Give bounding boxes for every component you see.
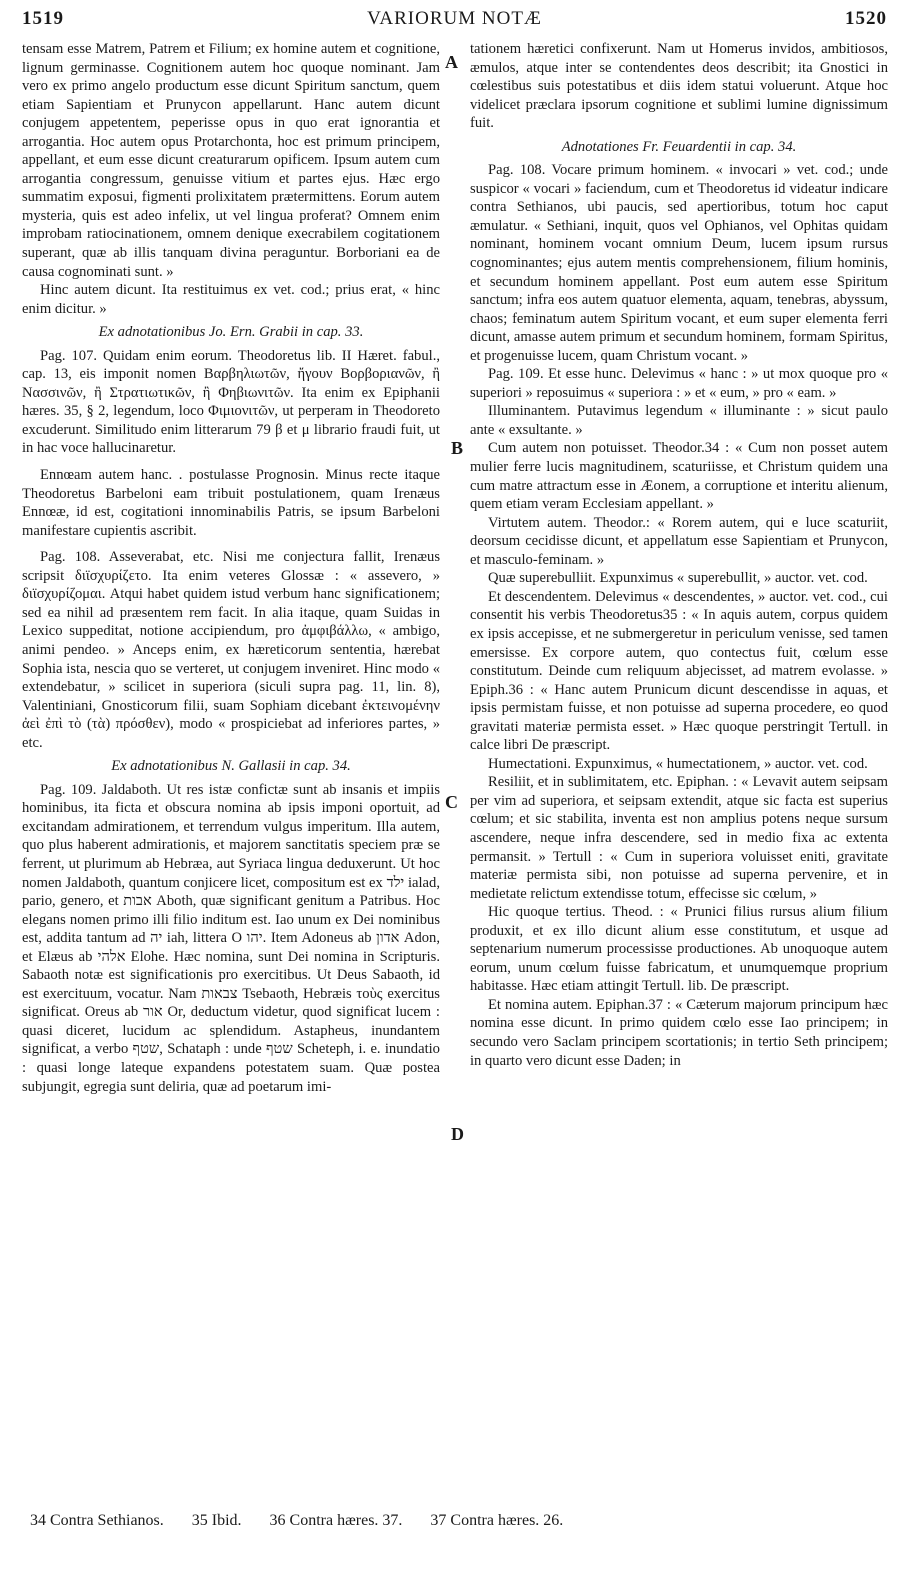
- paragraph: tationem hæretici confixerunt. Nam ut Homerus invidos, ambitiosos, æmulos, atque inter se contendentes deos describit; ita Gnostici in cœlestibus suis potestatibus et diis idem statui voluerunt. Atque hoc videlicet præclara ipsorum cognitione et sublimi lumine dignissimum fuit.: [470, 41, 888, 132]
- paragraph: Et descendentem. Delevimus « descendentes, » auctor. vet. cod., cui consentit his verbis Theodoretus35 : « In aquis autem, corpus quidem ex ipsis accepisse, et ne submergeretur in periculum venisse, sed tamen emersisse. Ex corpore autem, quo contectus fuit, cœlum esse constitutum. Deinde cum reliquum abjecisset, ad matrem evolasse. » Epiph.36 : « Hanc autem Prunicum dicunt descendisse in aquas, et ipsis permistam fuisse, et non potuisse ad superna procedere, eo quod gravitati materiæ permista esset. » Hæc quoque perstringit Tertull. in calce libri De præscript.: [470, 588, 888, 754]
- paragraph: Resiliit, et in sublimitatem, etc. Epiphan. : « Levavit autem seipsam per vim ad superiora, et seipsam extendit, atque sic facta est superius cœlum; et sic stabilita, inventa est non amplius potens neque sursum ascendere, neque infra descendere, sed in medio fixa ac extenta permansit. » Tertull : « Cum in superiora voluisset eniti, gravitate materiæ permista sibi, non potuisse ad superna pervenire, et in medietate relictum extendisse totum, effecisse sic cœlum, »: [470, 774, 888, 902]
- page-number-right: 1520: [845, 8, 887, 29]
- paragraph: Humectationi. Expunximus, « humectationem, » auctor. vet. cod.: [488, 755, 868, 772]
- margin-letter-d: D: [451, 1124, 464, 1144]
- paragraph: Et nomina autem. Epiphan.37 : « Cæterum majorum principum hæc nomina esse dicunt. In primo quidem cœlo esse Iao principem; in secundo vero Saclam principem scortationis; in tertio Seth principem; in quarto vero dicunt esse Daden; in: [470, 996, 888, 1069]
- paragraph: Ennœam autem hanc. . postulasse Prognosin. Minus recte itaque Theodoretus Barbeloni eam tribuit postulationem, quam Irenæus Ennœæ, id est, cogitationi innominabilis Patris, se ipsum Barbeloni manifestare cupientis ascribit.: [22, 467, 440, 539]
- footnote: 36 Contra hæres. 37.: [269, 1512, 403, 1529]
- running-header: [22, 8, 887, 34]
- paragraph: Cum autem non potuisset. Theodor.34 : « Cum non posset autem mulier ferre lucis magnitudinem, scaturiisse, et Christum quidem una cum matre attractum esse in Æonem, a corruptione et interitu alienum, quem etiam veram Ecclesiam appellant. »: [470, 440, 888, 513]
- paragraph: Virtutem autem. Theodor.: « Rorem autem, qui e luce scaturiit, deorsum cecidisse dicunt, et appellatum esse Sapientiam et Prunycon, et masculo-feminam. »: [470, 514, 888, 568]
- right-column: [470, 40, 888, 1070]
- margin-letter-a: A: [445, 52, 458, 72]
- footnote: 37 Contra hæres. 26.: [430, 1512, 564, 1529]
- paragraph: Pag. 109. Jaldaboth. Ut res istæ confictæ sunt ab insanis et impiis hominibus, ita ficta et obscura nomina ab ipsis imponi oportuit, ad excitandam admirationem, et terrendum vulgus imperitum. Illa autem, quo plus haberent admirationis, et majorem sanctitatis speciem præ se ferrent, ut plurimum ab Hebræa, aut Syriaca lingua deduxerunt. Ut hoc nomen Jaldaboth, quantum conjicere licet, compositum est ex ילד ialad, pario, genero, et אבות Aboth, quæ significant genitum a Patribus. Hoc elegans nomen primo illi filio inditum est. Iao unum ex Dei nominibus est, addita tantum ad יה iah, littera O יהו. Item Adoneus ab אדון Adon, et Elæus ab אלהי Elohe. Hæc nomina, sunt Dei nomina in Scripturis. Sabaoth notæ est significationis pro exercitibus. Ut Deus Sabaoth, id est exercituum, vocatur. Nam צבאות Tsebaoth, Hebræis τοὺς exercitus significat. Oreus ab אור Or, deductum videtur, quod significat lucem : quasi diceret, lucidum ac splendidum. Astapheus, inundantem significat, a verbo שטף, Schataph : unde שטף Scheteph, i. e. inundatio : quasi longe lateque expandens potestatem suam. Quæ postea subjungit, egregia sunt deliria, quæ ad poetarum imi-: [22, 781, 441, 1095]
- margin-letter-b: B: [451, 438, 464, 458]
- paragraph: Pag. 108. Asseverabat, etc. Nisi me conjectura fallit, Irenæus scripsit διϊσχυρίζετο. Ita enim veteres Glossæ : « assevero, » διϊσχυρίζομαι. Atqui habet quidem istud verbum hanc significationem; sed ea nihil ad præsentem rem facit. In alia itaque, quam Suidas in Lexico suppeditat, notione accipiendum, pro ἀμφιβάλλω, « ambigo, animi pendeo. » Anceps enim, ex hæreticorum sententia, hærebat Sophia ista, nescia quo se verteret, ut conjugem inveniret. Hinc modo « extendebatur, » scilicet in superiora (siculi supra pag. 11, lin. 8), Valentiniani, Gnosticorum filii, suam Sophiam dicebant ἐκτεινομένην ἀεὶ ἐπὶ τὸ (τὰ) πρόσθεν), modo « prospiciebat ad inferiores partes, » etc.: [22, 549, 440, 751]
- margin-letter-c: C: [445, 792, 458, 812]
- paragraph: Pag. 109. Et esse hunc. Delevimus « hanc : » ut mox quoque pro « superiori » reposuimus « superiora : » et « eum, » pro « eam. »: [470, 366, 888, 401]
- footnote: 35 Ibid.: [191, 1512, 242, 1529]
- paragraph: Illuminantem. Putavimus legendum « illuminante : » sicut paulo ante « exsultante. »: [470, 403, 888, 438]
- page-number-left: 1519: [22, 8, 64, 29]
- paragraph: Quæ superebulliit. Expunximus « superebullit, » auctor. vet. cod.: [488, 570, 868, 587]
- paragraph: Pag. 107. Quidam enim eorum. Theodoretus lib. II Hæret. fabul., cap. 13, eis imponit nomen Βαρβηλιωτῶν, ἤγουν Βορβοριανῶν, ἢ Νασσινῶν, ἢ Στρατιωτικῶν, ἢ Φηβιωνιτῶν. Ita enim ex Epiphanii hæres. 35, § 2, legendum, loco Φιμιονιτῶν, ut perperam in Theodoreto excuderunt. Similitudo enim litterarum 79 β et μ librario fraudi fuit, ut in hac voce hallucinaretur.: [22, 347, 440, 457]
- paragraph: Hinc autem dicunt. Ita restituimus ex vet. cod.; prius erat, « hinc enim dicitur. »: [22, 282, 440, 317]
- footnotes: [30, 1512, 879, 1530]
- running-title: VARIORUM NOTÆ: [367, 8, 542, 29]
- section-heading: Ex adnotationibus N. Gallasii in cap. 34.: [111, 758, 351, 775]
- paragraph: tensam esse Matrem, Patrem et Filium; ex homine autem et cognitione, lignum germinasse. Cognitionem autem hoc quoque nominant. Jam vero ex primo angelo productum esse dicunt Spiritum sanctum, quem etiam Sapientiam et Prunycon appellarunt. Hanc autem dicunt conjugem appetentem, peperisse opus in quo erat ignorantia et arrogantia. Hoc autem opus Protarchonta, hoc est primum principem, appellant, et eum esse dicunt creaturarum opificem. Ipsum autem cum arrogantia congressum, genuisse vitium et partes ejus. Hæc ergo summatim exposui, figmenti prolixitatem prætermittens. Eorum autem mysteria, quis est adeo infelix, ut vel lingua proferat? Omnem enim improbam ratiocinationem, omnem denique execrabilem cogitationem superant, quæ ab illis tanquam divina peraguntur. Borboriani ea de causa cognominati sunt. »: [22, 41, 440, 280]
- paragraph: Pag. 108. Vocare primum hominem. « invocari » vet. cod.; unde suspicor « vocari » faciendum, cum et Theodoretus id videatur indicare contra Sethianos, ubi paucis, sed apertioribus, totum hoc caput æmulatur. « Sethiani, inquit, quos vel Ophianos, vel Ophitas quidam nominant, hominem vocant omnium Deum, lucem ipsum rursus cognominantes; ejus autem mentis comprehensionem, filium hominis, et secundum hominem appellant. Post eum autem esse Spiritum sanctum; infra eos autem quatuor elementa, aquam, tenebras, abyssum, chaos; feminatum autem Spiritum vocant, et eum super elementa ferri dicunt, amasse autem primum et secundum hominem, formam Spiritus, et progenuisse lucem, quam Christum vocant. »: [470, 162, 888, 364]
- left-column: [22, 40, 440, 1096]
- paragraph: Hic quoque tertius. Theod. : « Prunici filius rursus alium filium produxit, et ex illo dicunt alium esse constitutum, et usque ad septenarium numerum processisse productiones. Ab unoquoque autem eorum, unum cœlum fuisse fabricatum, et unumquemque proprium habitasse. Hæc etiam attingit Tertull. lib. De præscript.: [470, 904, 888, 995]
- footnote: 34 Contra Sethianos.: [30, 1512, 164, 1529]
- section-heading: Ex adnotationibus Jo. Ern. Grabii in cap. 33.: [98, 324, 364, 341]
- section-heading: Adnotationes Fr. Feuardentii in cap. 34.: [561, 138, 797, 155]
